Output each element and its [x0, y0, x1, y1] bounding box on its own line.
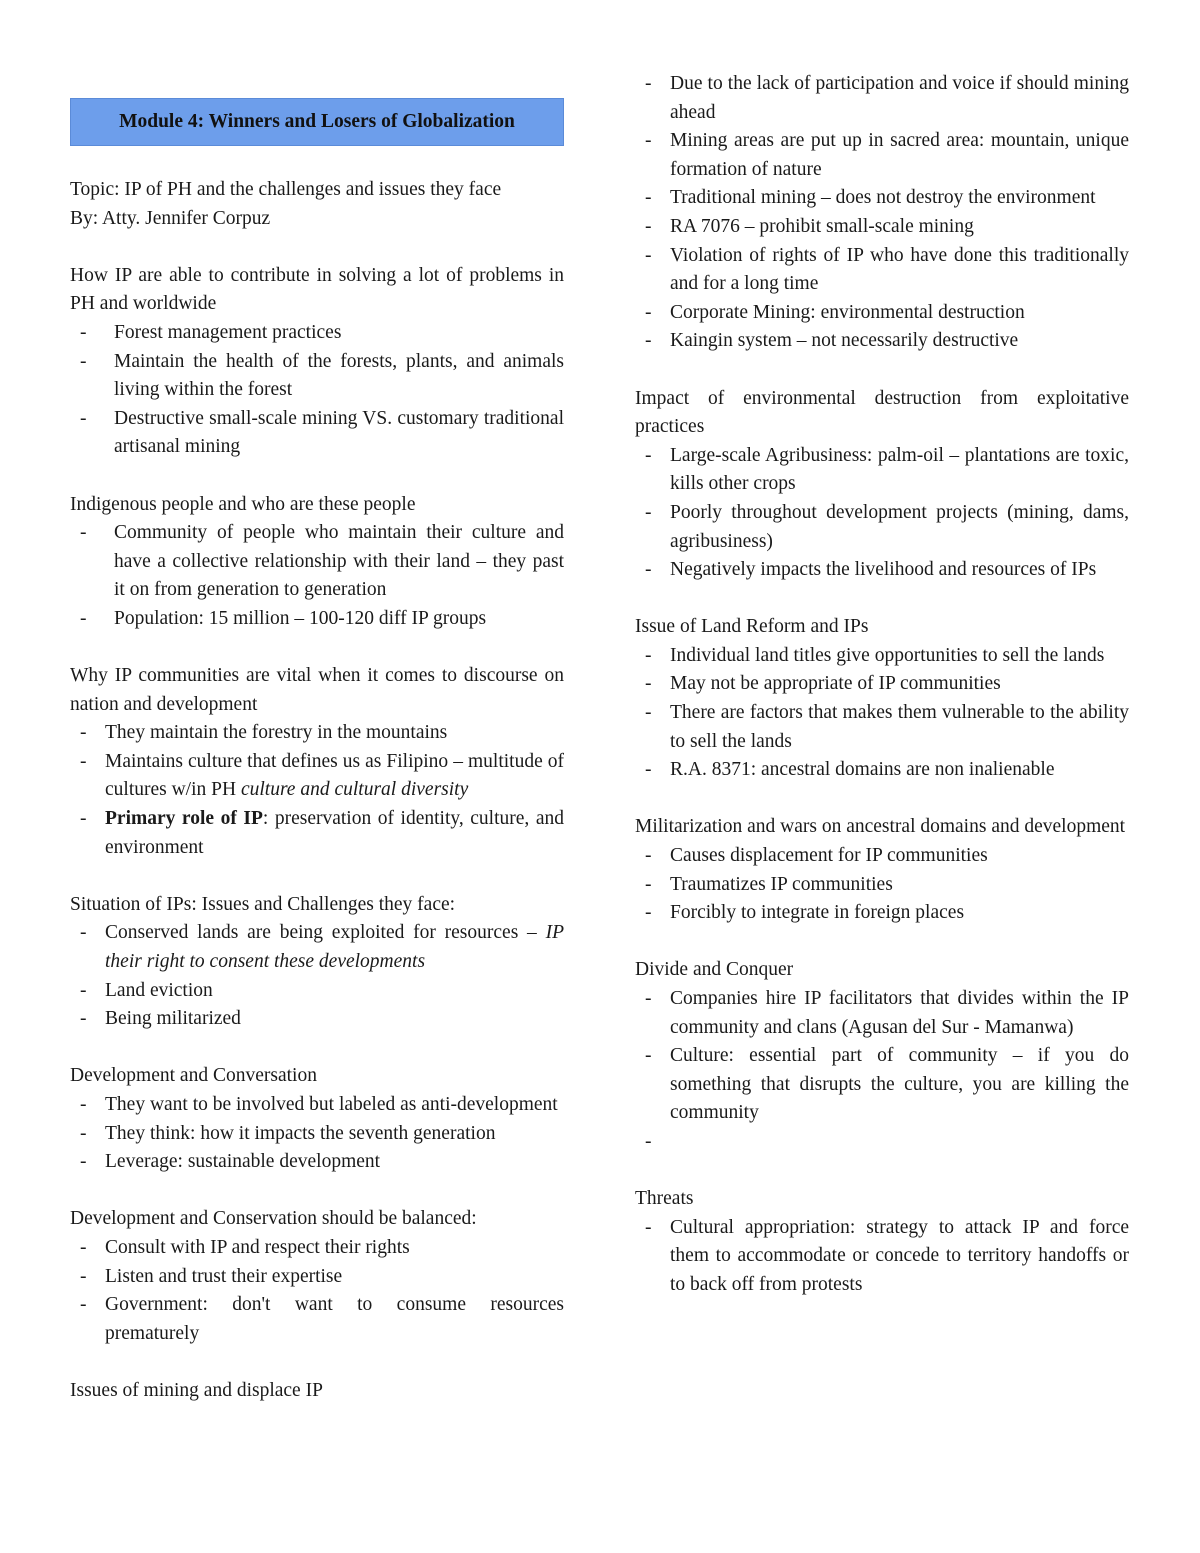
section-heading: Issues of mining and displace IP: [70, 1379, 323, 1401]
list-item: - Maintains culture that defines us as Filipino – multitude of cultures w/in PH culture and cultural diversity: [80, 750, 564, 801]
list-item: - Companies hire IP facilitators that divides within the IP community and clans (Agusan del Sur - Mamanwa): [645, 988, 1129, 1038]
list-item: - Corporate Mining: environmental destruction: [645, 301, 1025, 323]
section-heading: Militarization and wars on ancestral domains and development: [635, 816, 1126, 838]
section-heading: Impact of environmental destruction from exploitative practices: [635, 387, 1129, 438]
list-item: - They want to be involved but labeled as anti-development: [80, 1094, 558, 1115]
section-heading: Divide and Conquer: [635, 959, 794, 981]
list-item: - Population: 15 million – 100-120 diff IP groups: [80, 607, 487, 629]
topic-line: Topic: IP of PH and the challenges and issues they face: [70, 179, 502, 200]
list-item: - Destructive small-scale mining VS. customary traditional artisanal mining: [80, 407, 564, 458]
list-item: - They maintain the forestry in the mountains: [80, 722, 448, 744]
section-heading: Indigenous people and who are these people: [70, 493, 416, 515]
section-heading: Issue of Land Reform and IPs: [635, 616, 869, 638]
list-item: - There are factors that makes them vulnerable to the ability to sell the lands: [645, 702, 1129, 752]
section-heading: Development and Conservation should be balanced:: [70, 1208, 477, 1230]
left-column: [70, 98, 564, 1406]
section-heading: Threats: [635, 1188, 694, 1210]
bullet-list: [635, 442, 1129, 585]
list-item: - Forest management practices: [80, 321, 342, 343]
list-item: - Culture: essential part of community – if you do something that disrupts the culture, you are killing the community: [645, 1045, 1129, 1124]
author-line: By: Atty. Jennifer Corpuz: [70, 207, 271, 229]
list-item: - They think: how it impacts the seventh generation: [80, 1122, 496, 1144]
list-item: - Causes displacement for IP communities: [645, 845, 988, 867]
list-item: - Land eviction: [80, 979, 213, 1001]
section-heading: Why IP communities are vital when it comes to discourse on nation and development: [70, 665, 564, 715]
list-item: - Forcibly to integrate in foreign places: [645, 902, 965, 924]
list-item: - Community of people who maintain their culture and have a collective relationship with their land – they past it on from generation to generation: [80, 522, 564, 601]
list-item: - Traditional mining – does not destroy the environment: [645, 187, 1096, 209]
list-item: - Consult with IP and respect their rights: [80, 1236, 410, 1258]
bullet-list: [635, 842, 1129, 928]
bullet-list: [70, 919, 564, 1033]
list-item: - Leverage: sustainable development: [80, 1151, 381, 1173]
bullet-list: [70, 719, 564, 862]
bullet-list: [70, 1234, 564, 1348]
bullet-list: [70, 319, 564, 462]
bullet-list: [635, 642, 1129, 785]
section-heading: Development and Conversation: [70, 1065, 317, 1087]
list-item: - Negatively impacts the livelihood and resources of IPs: [645, 559, 1097, 581]
list-item: - Listen and trust their expertise: [80, 1265, 343, 1287]
list-item: - Kaingin system – not necessarily destructive: [645, 330, 1019, 352]
list-item: - Large-scale Agribusiness: palm-oil – plantations are toxic, kills other crops: [645, 444, 1129, 495]
list-item: - Being militarized: [80, 1008, 241, 1030]
list-item: - Violation of rights of IP who have done this traditionally and for a long time: [645, 244, 1129, 295]
bullet-list: [70, 519, 564, 633]
bullet-list: [635, 1214, 1129, 1300]
list-item: - Due to the lack of participation and voice if should mining ahead: [645, 73, 1129, 123]
list-item: - RA 7076 – prohibit small-scale mining: [645, 215, 974, 237]
bullet-list: [635, 985, 1129, 1157]
right-column: [635, 70, 1129, 1300]
list-item: - Maintain the health of the forests, plants, and animals living within the forest: [80, 350, 564, 401]
list-item: - Government: don't want to consume resources prematurely: [80, 1294, 564, 1344]
list-item: - Individual land titles give opportunities to sell the lands: [645, 644, 1105, 666]
list-item: - Conserved lands are being exploited for resources – IP their right to consent these developments: [80, 922, 564, 973]
list-item: - R.A. 8371: ancestral domains are non inalienable: [645, 759, 1055, 781]
section-heading: How IP are able to contribute in solving a lot of problems in PH and worldwide: [70, 264, 564, 315]
list-item: - Mining areas are put up in sacred area: mountain, unique formation of nature: [645, 130, 1129, 180]
bullet-list: [70, 1091, 564, 1177]
bullet-list: [635, 70, 1129, 356]
list-item: -: [645, 1130, 652, 1152]
list-item: - Cultural appropriation: strategy to attack IP and force them to accommodate or concede to territory handoffs or to back off from protests: [645, 1216, 1129, 1295]
list-item: - Traumatizes IP communities: [645, 873, 893, 895]
list-item: - Primary role of IP: preservation of identity, culture, and environment: [80, 808, 564, 858]
section-heading: Situation of IPs: Issues and Challenges they face:: [70, 893, 456, 915]
list-item: - May not be appropriate of IP communities: [645, 673, 1001, 695]
list-item: - Poorly throughout development projects (mining, dams, agribusiness): [645, 501, 1129, 552]
module-title: Module 4: Winners and Losers of Globalization: [70, 98, 564, 146]
